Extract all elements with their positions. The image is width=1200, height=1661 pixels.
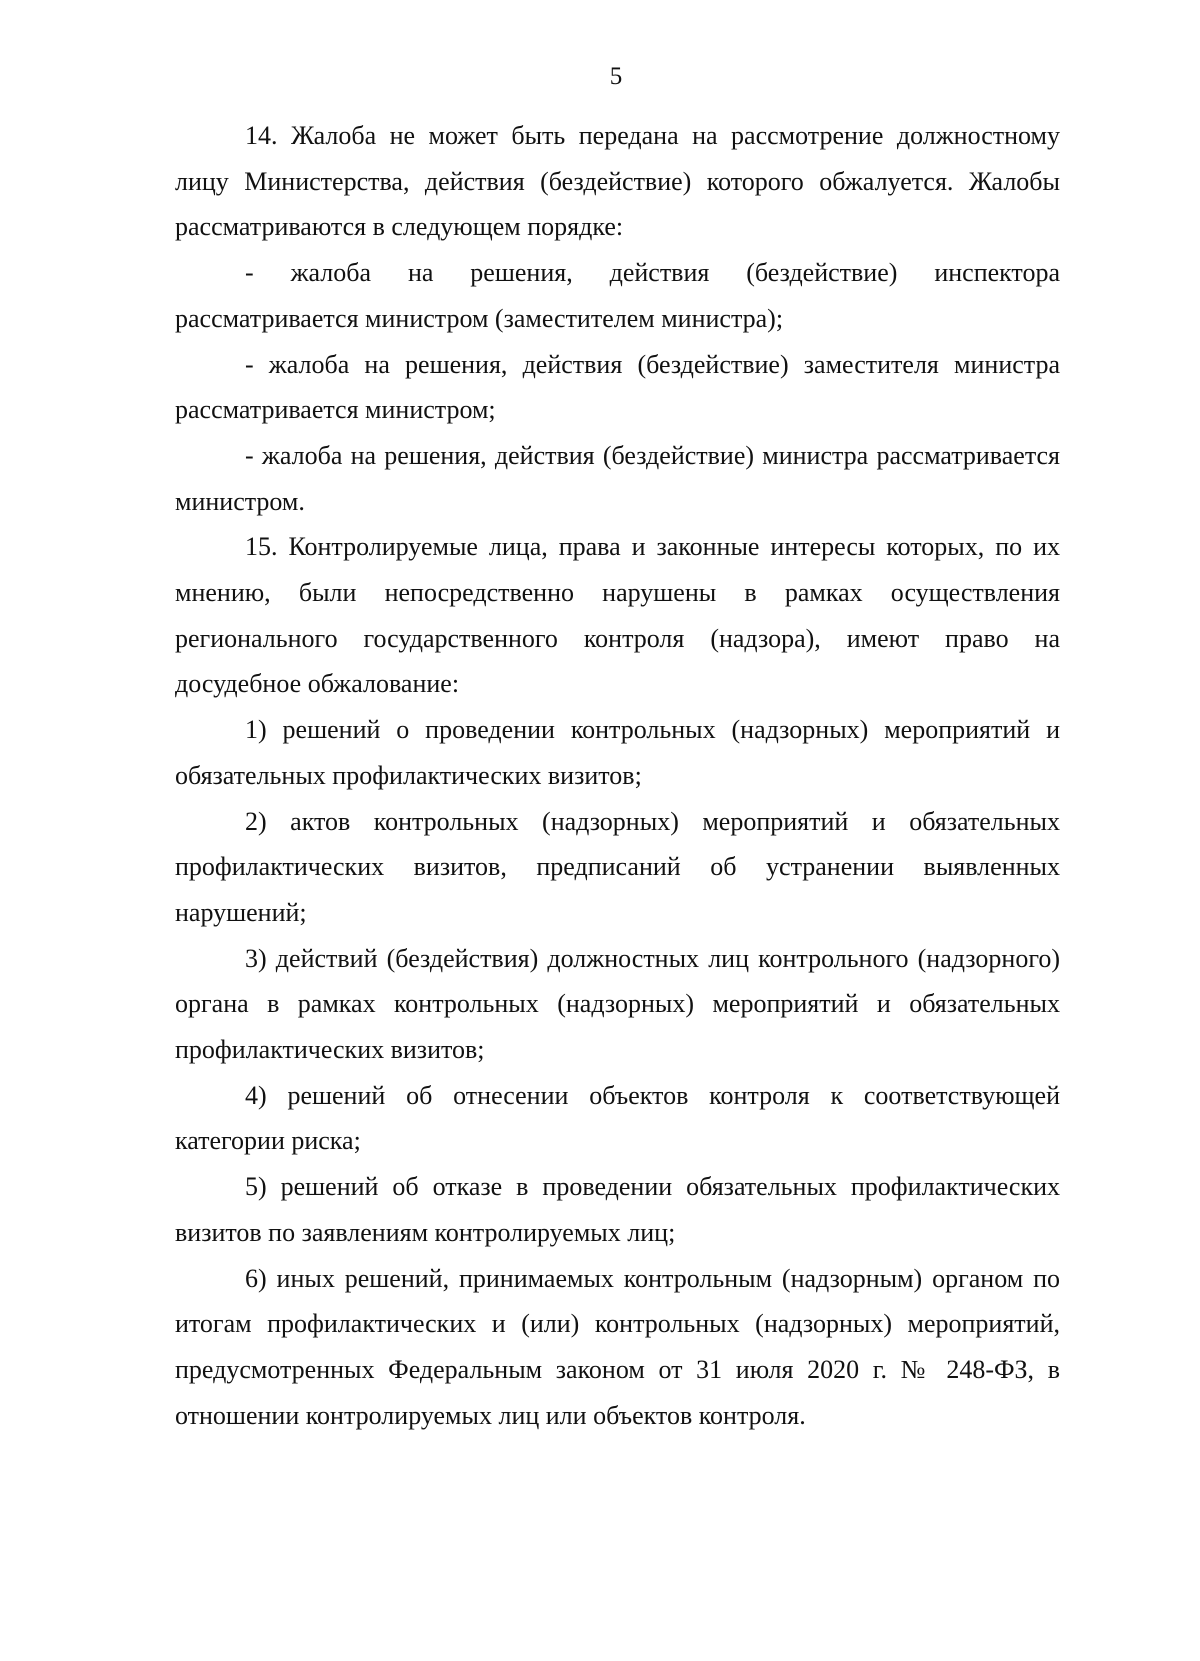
list-item-minister-complaint: - жалоба на решения, действия (бездействие) министра рассматривается министром. xyxy=(175,440,1060,516)
list-item-1: 1) решений о проведении контрольных (надзорных) мероприятий и обязательных профилактических визитов; xyxy=(175,715,1060,790)
list-item-2: 2) актов контрольных (надзорных) мероприятий и обязательных профилактических визитов, предписаний об устранении выявленных нарушений; xyxy=(175,806,1060,927)
paragraph-14: 14. Жалоба не может быть передана на рассмотрение должностному лицу Министерства, действия (бездействие) которого обжалуется. Жалобы рассматриваются в следующем порядке: xyxy=(175,121,1060,242)
list-item-6: 6) иных решений, принимаемых контрольным (надзорным) органом по итогам профилактических и (или) контрольных (надзорных) мероприятий, предусмотренных Федеральным законом от 31 июля 2020 г. № 248-ФЗ, в отношении контролируемых лиц или объектов контроля. xyxy=(175,1263,1060,1430)
list-item-deputy-minister-complaint: - жалоба на решения, действия (бездействие) заместителя министра рассматривается министром; xyxy=(175,349,1060,425)
list-item-3: 3) действий (бездействия) должностных лиц контрольного (надзорного) органа в рамках контрольных (надзорных) мероприятий и обязательных профилактических визитов; xyxy=(175,943,1060,1065)
paragraph-15: 15. Контролируемые лица, права и законные интересы которых, по их мнению, были непосредственно нарушены в рамках осуществления регионального государственного контроля (надзора), имеют право на досудебное обжалование: xyxy=(175,532,1060,699)
list-item-inspector-complaint: - жалоба на решения, действия (бездействие) инспектора рассматривается министром (заместителем министра); xyxy=(175,258,1060,333)
page-number: 5 xyxy=(609,63,623,90)
list-item-5: 5) решений об отказе в проведении обязательных профилактических визитов по заявлениям контролируемых лиц; xyxy=(175,1172,1060,1247)
list-item-4: 4) решений об отнесении объектов контроля к соответствующей категории риска; xyxy=(175,1080,1060,1156)
document-body xyxy=(175,113,1060,1438)
